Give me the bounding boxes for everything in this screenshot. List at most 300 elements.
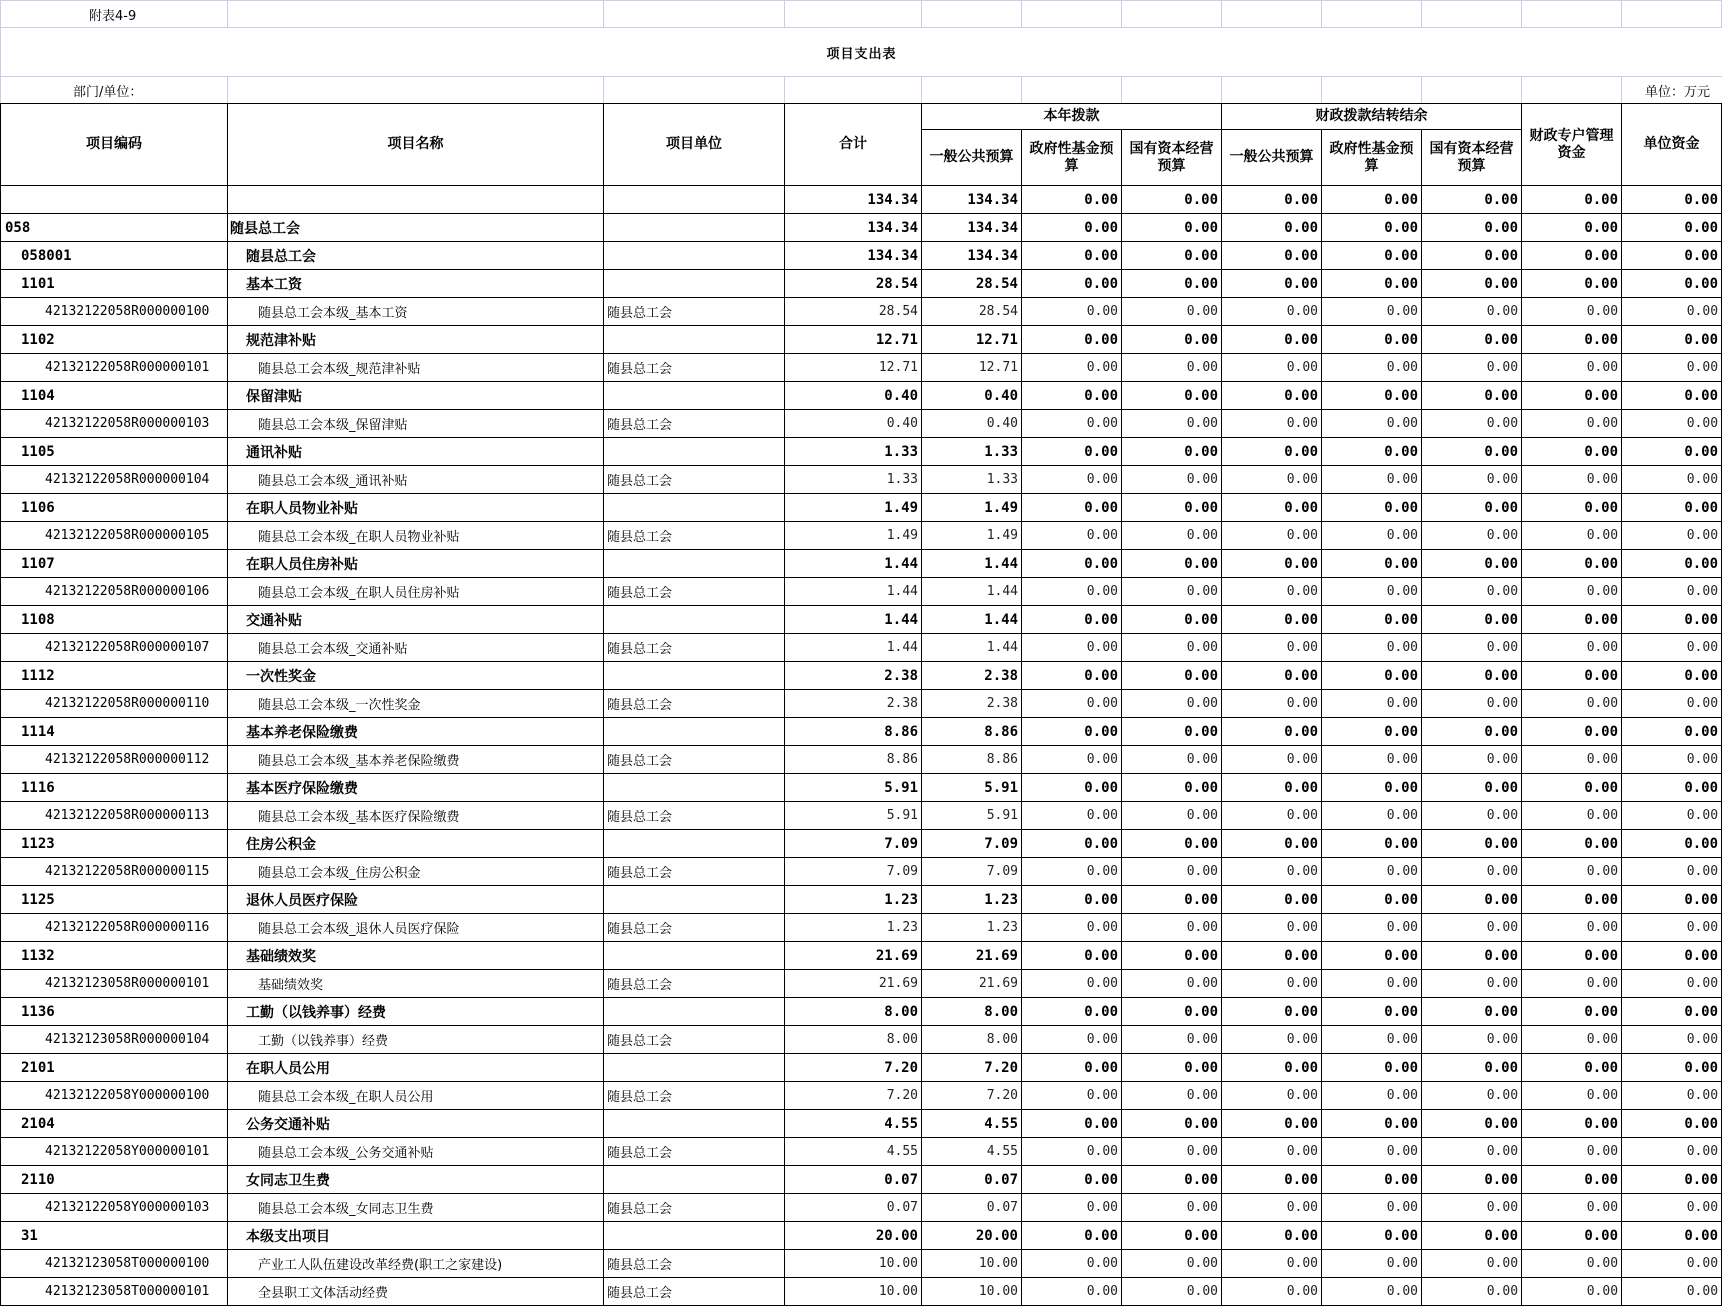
row-general-budget: 12.71 xyxy=(922,354,1022,382)
row-state-capital: 0.00 xyxy=(1122,746,1222,774)
row-co-state-capital: 0.00 xyxy=(1422,1026,1522,1054)
row-co-gov-fund: 0.00 xyxy=(1322,354,1422,382)
row-co-state-capital: 0.00 xyxy=(1422,634,1522,662)
row-co-general-budget: 0.00 xyxy=(1222,690,1322,718)
row-unit xyxy=(604,186,785,214)
row-unit-fund: 0.00 xyxy=(1622,606,1722,634)
row-state-capital: 0.00 xyxy=(1122,1054,1222,1082)
row-co-state-capital: 0.00 xyxy=(1422,522,1522,550)
row-co-gov-fund: 0.00 xyxy=(1322,914,1422,942)
row-total: 1.49 xyxy=(785,522,922,550)
row-unit: 随县总工会 xyxy=(604,746,785,774)
row-co-gov-fund: 0.00 xyxy=(1322,298,1422,326)
row-gov-fund: 0.00 xyxy=(1022,1138,1122,1166)
row-general-budget: 7.09 xyxy=(922,858,1022,886)
row-state-capital: 0.00 xyxy=(1122,1278,1222,1306)
row-special-fund: 0.00 xyxy=(1522,214,1622,242)
row-co-general-budget: 0.00 xyxy=(1222,970,1322,998)
row-co-gov-fund: 0.00 xyxy=(1322,746,1422,774)
row-unit-fund: 0.00 xyxy=(1622,1278,1722,1306)
row-special-fund: 0.00 xyxy=(1522,1082,1622,1110)
table-row xyxy=(1,326,1722,354)
row-unit: 随县总工会 xyxy=(604,466,785,494)
row-unit-fund: 0.00 xyxy=(1622,186,1722,214)
row-name: 退休人员医疗保险 xyxy=(228,886,604,914)
row-state-capital: 0.00 xyxy=(1122,914,1222,942)
row-co-gov-fund: 0.00 xyxy=(1322,1054,1422,1082)
row-gov-fund: 0.00 xyxy=(1022,1194,1122,1222)
table-row xyxy=(1,1166,1722,1194)
row-gov-fund: 0.00 xyxy=(1022,214,1122,242)
row-co-general-budget: 0.00 xyxy=(1222,662,1322,690)
table-row xyxy=(1,662,1722,690)
row-special-fund: 0.00 xyxy=(1522,354,1622,382)
header-co-general-budget: 一般公共预算 xyxy=(1222,130,1322,186)
row-unit: 随县总工会 xyxy=(604,1138,785,1166)
row-state-capital: 0.00 xyxy=(1122,326,1222,354)
row-code: 42132122058Y000000103 xyxy=(1,1194,228,1222)
row-code: 1136 xyxy=(1,998,228,1026)
row-name: 随县总工会本级_交通补贴 xyxy=(228,634,604,662)
row-special-fund: 0.00 xyxy=(1522,830,1622,858)
row-gov-fund: 0.00 xyxy=(1022,1222,1122,1250)
row-name: 一次性奖金 xyxy=(228,662,604,690)
row-co-gov-fund: 0.00 xyxy=(1322,494,1422,522)
row-general-budget: 1.44 xyxy=(922,578,1022,606)
row-special-fund: 0.00 xyxy=(1522,746,1622,774)
table-row xyxy=(1,382,1722,410)
row-co-state-capital: 0.00 xyxy=(1422,970,1522,998)
row-special-fund: 0.00 xyxy=(1522,270,1622,298)
row-unit xyxy=(604,942,785,970)
row-name: 随县总工会本级_女同志卫生费 xyxy=(228,1194,604,1222)
table-row xyxy=(1,1278,1722,1306)
row-unit xyxy=(604,214,785,242)
row-co-gov-fund: 0.00 xyxy=(1322,662,1422,690)
row-name: 工勤（以钱养事）经费 xyxy=(228,1026,604,1054)
row-gov-fund: 0.00 xyxy=(1022,886,1122,914)
row-general-budget: 1.23 xyxy=(922,914,1022,942)
row-gov-fund: 0.00 xyxy=(1022,186,1122,214)
row-co-gov-fund: 0.00 xyxy=(1322,1138,1422,1166)
header-group-carryover: 财政拨款结转结余 xyxy=(1222,104,1522,130)
row-name xyxy=(228,186,604,214)
row-co-state-capital: 0.00 xyxy=(1422,1138,1522,1166)
row-total: 134.34 xyxy=(785,242,922,270)
row-name: 随县总工会本级_在职人员住房补贴 xyxy=(228,578,604,606)
row-co-gov-fund: 0.00 xyxy=(1322,774,1422,802)
row-code: 058001 xyxy=(1,242,228,270)
row-co-general-budget: 0.00 xyxy=(1222,1222,1322,1250)
row-unit-fund: 0.00 xyxy=(1622,914,1722,942)
row-state-capital: 0.00 xyxy=(1122,382,1222,410)
row-co-gov-fund: 0.00 xyxy=(1322,886,1422,914)
row-total: 1.44 xyxy=(785,634,922,662)
row-total: 1.44 xyxy=(785,550,922,578)
row-gov-fund: 0.00 xyxy=(1022,1054,1122,1082)
row-state-capital: 0.00 xyxy=(1122,354,1222,382)
table-row xyxy=(1,354,1722,382)
header-state-capital: 国有资本经营预算 xyxy=(1122,130,1222,186)
row-co-state-capital: 0.00 xyxy=(1422,942,1522,970)
table-row xyxy=(1,410,1722,438)
row-co-general-budget: 0.00 xyxy=(1222,522,1322,550)
row-co-gov-fund: 0.00 xyxy=(1322,578,1422,606)
header-unit: 项目单位 xyxy=(604,104,785,186)
row-gov-fund: 0.00 xyxy=(1022,410,1122,438)
row-gov-fund: 0.00 xyxy=(1022,1110,1122,1138)
row-co-gov-fund: 0.00 xyxy=(1322,998,1422,1026)
row-state-capital: 0.00 xyxy=(1122,298,1222,326)
row-unit-fund: 0.00 xyxy=(1622,830,1722,858)
row-total: 12.71 xyxy=(785,354,922,382)
row-general-budget: 8.00 xyxy=(922,1026,1022,1054)
row-gov-fund: 0.00 xyxy=(1022,242,1122,270)
row-unit-fund: 0.00 xyxy=(1622,522,1722,550)
row-unit: 随县总工会 xyxy=(604,578,785,606)
row-unit-fund: 0.00 xyxy=(1622,1054,1722,1082)
row-co-gov-fund: 0.00 xyxy=(1322,382,1422,410)
row-unit: 随县总工会 xyxy=(604,970,785,998)
table-row xyxy=(1,522,1722,550)
table-row xyxy=(1,214,1722,242)
row-gov-fund: 0.00 xyxy=(1022,634,1122,662)
table-row xyxy=(1,718,1722,746)
row-general-budget: 1.44 xyxy=(922,550,1022,578)
row-unit-fund: 0.00 xyxy=(1622,466,1722,494)
row-general-budget: 0.07 xyxy=(922,1166,1022,1194)
row-name: 女同志卫生费 xyxy=(228,1166,604,1194)
row-code: 1116 xyxy=(1,774,228,802)
row-code: 1104 xyxy=(1,382,228,410)
row-co-gov-fund: 0.00 xyxy=(1322,466,1422,494)
row-code: 058 xyxy=(1,214,228,242)
header-co-state-capital: 国有资本经营预算 xyxy=(1422,130,1522,186)
row-name: 基本医疗保险缴费 xyxy=(228,774,604,802)
row-total: 1.33 xyxy=(785,438,922,466)
row-name: 通讯补贴 xyxy=(228,438,604,466)
row-total: 28.54 xyxy=(785,270,922,298)
row-general-budget: 10.00 xyxy=(922,1250,1022,1278)
row-name: 随县总工会本级_规范津补贴 xyxy=(228,354,604,382)
row-special-fund: 0.00 xyxy=(1522,578,1622,606)
row-code: 1125 xyxy=(1,886,228,914)
row-total: 134.34 xyxy=(785,186,922,214)
row-co-general-budget: 0.00 xyxy=(1222,746,1322,774)
row-name: 公务交通补贴 xyxy=(228,1110,604,1138)
row-co-state-capital: 0.00 xyxy=(1422,1166,1522,1194)
row-gov-fund: 0.00 xyxy=(1022,354,1122,382)
row-co-gov-fund: 0.00 xyxy=(1322,242,1422,270)
row-unit xyxy=(604,998,785,1026)
row-general-budget: 2.38 xyxy=(922,690,1022,718)
row-gov-fund: 0.00 xyxy=(1022,1026,1122,1054)
row-co-state-capital: 0.00 xyxy=(1422,382,1522,410)
row-code: 42132122058R000000101 xyxy=(1,354,228,382)
row-general-budget: 1.23 xyxy=(922,886,1022,914)
row-unit-fund: 0.00 xyxy=(1622,1026,1722,1054)
row-name: 随县总工会本级_在职人员物业补贴 xyxy=(228,522,604,550)
row-code: 1114 xyxy=(1,718,228,746)
row-unit-fund: 0.00 xyxy=(1622,1082,1722,1110)
row-co-state-capital: 0.00 xyxy=(1422,1194,1522,1222)
row-code: 1112 xyxy=(1,662,228,690)
row-general-budget: 8.00 xyxy=(922,998,1022,1026)
row-code: 1123 xyxy=(1,830,228,858)
table-row xyxy=(1,242,1722,270)
row-unit: 随县总工会 xyxy=(604,354,785,382)
row-name: 规范津补贴 xyxy=(228,326,604,354)
row-total: 21.69 xyxy=(785,942,922,970)
row-co-state-capital: 0.00 xyxy=(1422,214,1522,242)
row-name: 随县总工会本级_基本工资 xyxy=(228,298,604,326)
row-gov-fund: 0.00 xyxy=(1022,1250,1122,1278)
row-code xyxy=(1,186,228,214)
row-special-fund: 0.00 xyxy=(1522,1138,1622,1166)
row-co-state-capital: 0.00 xyxy=(1422,1222,1522,1250)
row-unit xyxy=(604,830,785,858)
row-gov-fund: 0.00 xyxy=(1022,550,1122,578)
row-state-capital: 0.00 xyxy=(1122,774,1222,802)
row-unit-fund: 0.00 xyxy=(1622,550,1722,578)
row-unit-fund: 0.00 xyxy=(1622,858,1722,886)
row-co-gov-fund: 0.00 xyxy=(1322,186,1422,214)
row-gov-fund: 0.00 xyxy=(1022,746,1122,774)
table-row xyxy=(1,186,1722,214)
row-code: 1107 xyxy=(1,550,228,578)
row-co-gov-fund: 0.00 xyxy=(1322,1250,1422,1278)
row-state-capital: 0.00 xyxy=(1122,998,1222,1026)
row-code: 1106 xyxy=(1,494,228,522)
row-special-fund: 0.00 xyxy=(1522,522,1622,550)
row-general-budget: 1.49 xyxy=(922,494,1022,522)
row-co-general-budget: 0.00 xyxy=(1222,1138,1322,1166)
row-gov-fund: 0.00 xyxy=(1022,914,1122,942)
row-name: 随县总工会 xyxy=(228,242,604,270)
row-co-general-budget: 0.00 xyxy=(1222,606,1322,634)
row-special-fund: 0.00 xyxy=(1522,774,1622,802)
table-row xyxy=(1,886,1722,914)
row-total: 134.34 xyxy=(785,214,922,242)
row-total: 5.91 xyxy=(785,802,922,830)
row-total: 2.38 xyxy=(785,662,922,690)
row-general-budget: 1.33 xyxy=(922,438,1022,466)
row-special-fund: 0.00 xyxy=(1522,1222,1622,1250)
row-special-fund: 0.00 xyxy=(1522,1250,1622,1278)
row-unit-fund: 0.00 xyxy=(1622,1194,1722,1222)
row-co-gov-fund: 0.00 xyxy=(1322,1026,1422,1054)
row-code: 42132122058R000000113 xyxy=(1,802,228,830)
row-co-gov-fund: 0.00 xyxy=(1322,550,1422,578)
row-code: 42132122058R000000100 xyxy=(1,298,228,326)
row-co-general-budget: 0.00 xyxy=(1222,382,1322,410)
row-code: 2110 xyxy=(1,1166,228,1194)
row-name: 随县总工会 xyxy=(228,214,604,242)
row-gov-fund: 0.00 xyxy=(1022,942,1122,970)
row-state-capital: 0.00 xyxy=(1122,1194,1222,1222)
row-co-state-capital: 0.00 xyxy=(1422,718,1522,746)
row-code: 2104 xyxy=(1,1110,228,1138)
row-unit: 随县总工会 xyxy=(604,690,785,718)
table-row xyxy=(1,1110,1722,1138)
row-code: 1105 xyxy=(1,438,228,466)
row-code: 42132122058R000000110 xyxy=(1,690,228,718)
table-row xyxy=(1,606,1722,634)
row-code: 1102 xyxy=(1,326,228,354)
row-gov-fund: 0.00 xyxy=(1022,606,1122,634)
row-unit-fund: 0.00 xyxy=(1622,578,1722,606)
header-group-current: 本年拨款 xyxy=(922,104,1222,130)
unit-label: 单位：万元 xyxy=(1622,77,1722,104)
row-unit-fund: 0.00 xyxy=(1622,214,1722,242)
row-state-capital: 0.00 xyxy=(1122,1166,1222,1194)
row-special-fund: 0.00 xyxy=(1522,1278,1622,1306)
row-co-general-budget: 0.00 xyxy=(1222,242,1322,270)
row-co-state-capital: 0.00 xyxy=(1422,410,1522,438)
row-co-gov-fund: 0.00 xyxy=(1322,634,1422,662)
row-general-budget: 134.34 xyxy=(922,214,1022,242)
row-co-state-capital: 0.00 xyxy=(1422,802,1522,830)
appendix-label: 附表4-9 xyxy=(1,1,228,28)
row-special-fund: 0.00 xyxy=(1522,298,1622,326)
row-name: 在职人员公用 xyxy=(228,1054,604,1082)
row-co-general-budget: 0.00 xyxy=(1222,1250,1322,1278)
row-name: 交通补贴 xyxy=(228,606,604,634)
row-state-capital: 0.00 xyxy=(1122,1026,1222,1054)
row-total: 8.86 xyxy=(785,746,922,774)
row-name: 基本养老保险缴费 xyxy=(228,718,604,746)
row-unit: 随县总工会 xyxy=(604,1278,785,1306)
row-co-state-capital: 0.00 xyxy=(1422,1250,1522,1278)
table-row xyxy=(1,690,1722,718)
row-gov-fund: 0.00 xyxy=(1022,578,1122,606)
row-state-capital: 0.00 xyxy=(1122,1222,1222,1250)
row-code: 42132122058R000000115 xyxy=(1,858,228,886)
row-co-gov-fund: 0.00 xyxy=(1322,1194,1422,1222)
row-gov-fund: 0.00 xyxy=(1022,438,1122,466)
row-co-state-capital: 0.00 xyxy=(1422,550,1522,578)
row-general-budget: 5.91 xyxy=(922,802,1022,830)
row-co-state-capital: 0.00 xyxy=(1422,886,1522,914)
row-unit-fund: 0.00 xyxy=(1622,746,1722,774)
row-total: 28.54 xyxy=(785,298,922,326)
row-total: 0.40 xyxy=(785,382,922,410)
row-unit: 随县总工会 xyxy=(604,1250,785,1278)
row-general-budget: 7.09 xyxy=(922,830,1022,858)
row-unit-fund: 0.00 xyxy=(1622,354,1722,382)
row-name: 随县总工会本级_保留津贴 xyxy=(228,410,604,438)
row-unit-fund: 0.00 xyxy=(1622,1222,1722,1250)
row-unit xyxy=(604,270,785,298)
table-row xyxy=(1,298,1722,326)
row-state-capital: 0.00 xyxy=(1122,494,1222,522)
table-row xyxy=(1,578,1722,606)
row-state-capital: 0.00 xyxy=(1122,1250,1222,1278)
row-special-fund: 0.00 xyxy=(1522,662,1622,690)
row-co-gov-fund: 0.00 xyxy=(1322,270,1422,298)
row-total: 5.91 xyxy=(785,774,922,802)
row-special-fund: 0.00 xyxy=(1522,606,1622,634)
row-special-fund: 0.00 xyxy=(1522,1026,1622,1054)
row-general-budget: 134.34 xyxy=(922,186,1022,214)
row-co-gov-fund: 0.00 xyxy=(1322,802,1422,830)
row-general-budget: 0.40 xyxy=(922,410,1022,438)
row-co-general-budget: 0.00 xyxy=(1222,774,1322,802)
row-name: 基本工资 xyxy=(228,270,604,298)
page-title: 项目支出表 xyxy=(1,28,1722,77)
row-co-state-capital: 0.00 xyxy=(1422,1110,1522,1138)
row-co-gov-fund: 0.00 xyxy=(1322,1110,1422,1138)
row-co-general-budget: 0.00 xyxy=(1222,858,1322,886)
row-co-gov-fund: 0.00 xyxy=(1322,214,1422,242)
row-unit-fund: 0.00 xyxy=(1622,326,1722,354)
row-unit xyxy=(604,382,785,410)
row-general-budget: 1.49 xyxy=(922,522,1022,550)
row-co-gov-fund: 0.00 xyxy=(1322,690,1422,718)
row-unit-fund: 0.00 xyxy=(1622,690,1722,718)
row-gov-fund: 0.00 xyxy=(1022,690,1122,718)
row-unit: 随县总工会 xyxy=(604,858,785,886)
row-code: 42132122058R000000106 xyxy=(1,578,228,606)
row-general-budget: 0.40 xyxy=(922,382,1022,410)
dept-label: 部门/单位： xyxy=(1,77,228,104)
row-gov-fund: 0.00 xyxy=(1022,774,1122,802)
row-total: 1.23 xyxy=(785,886,922,914)
table-row xyxy=(1,438,1722,466)
row-total: 0.07 xyxy=(785,1194,922,1222)
row-gov-fund: 0.00 xyxy=(1022,494,1122,522)
table-row xyxy=(1,1250,1722,1278)
row-unit-fund: 0.00 xyxy=(1622,410,1722,438)
row-unit-fund: 0.00 xyxy=(1622,634,1722,662)
row-unit xyxy=(604,886,785,914)
row-name: 随县总工会本级_在职人员公用 xyxy=(228,1082,604,1110)
row-general-budget: 2.38 xyxy=(922,662,1022,690)
row-special-fund: 0.00 xyxy=(1522,410,1622,438)
row-unit: 随县总工会 xyxy=(604,410,785,438)
row-unit-fund: 0.00 xyxy=(1622,942,1722,970)
row-state-capital: 0.00 xyxy=(1122,438,1222,466)
row-total: 1.44 xyxy=(785,606,922,634)
row-state-capital: 0.00 xyxy=(1122,1138,1222,1166)
row-co-gov-fund: 0.00 xyxy=(1322,1278,1422,1306)
row-state-capital: 0.00 xyxy=(1122,942,1222,970)
row-special-fund: 0.00 xyxy=(1522,326,1622,354)
row-unit-fund: 0.00 xyxy=(1622,774,1722,802)
row-total: 7.20 xyxy=(785,1082,922,1110)
row-unit-fund: 0.00 xyxy=(1622,1110,1722,1138)
row-special-fund: 0.00 xyxy=(1522,858,1622,886)
row-unit-fund: 0.00 xyxy=(1622,1250,1722,1278)
row-gov-fund: 0.00 xyxy=(1022,858,1122,886)
row-general-budget: 5.91 xyxy=(922,774,1022,802)
row-state-capital: 0.00 xyxy=(1122,634,1222,662)
row-special-fund: 0.00 xyxy=(1522,718,1622,746)
row-special-fund: 0.00 xyxy=(1522,1194,1622,1222)
row-unit: 随县总工会 xyxy=(604,1082,785,1110)
table-row xyxy=(1,1026,1722,1054)
row-co-state-capital: 0.00 xyxy=(1422,298,1522,326)
row-name: 随县总工会本级_通讯补贴 xyxy=(228,466,604,494)
row-co-gov-fund: 0.00 xyxy=(1322,1082,1422,1110)
row-name: 基础绩效奖 xyxy=(228,942,604,970)
table-row xyxy=(1,802,1722,830)
row-unit xyxy=(604,242,785,270)
row-state-capital: 0.00 xyxy=(1122,466,1222,494)
row-co-general-budget: 0.00 xyxy=(1222,1110,1322,1138)
row-co-state-capital: 0.00 xyxy=(1422,242,1522,270)
row-co-general-budget: 0.00 xyxy=(1222,354,1322,382)
